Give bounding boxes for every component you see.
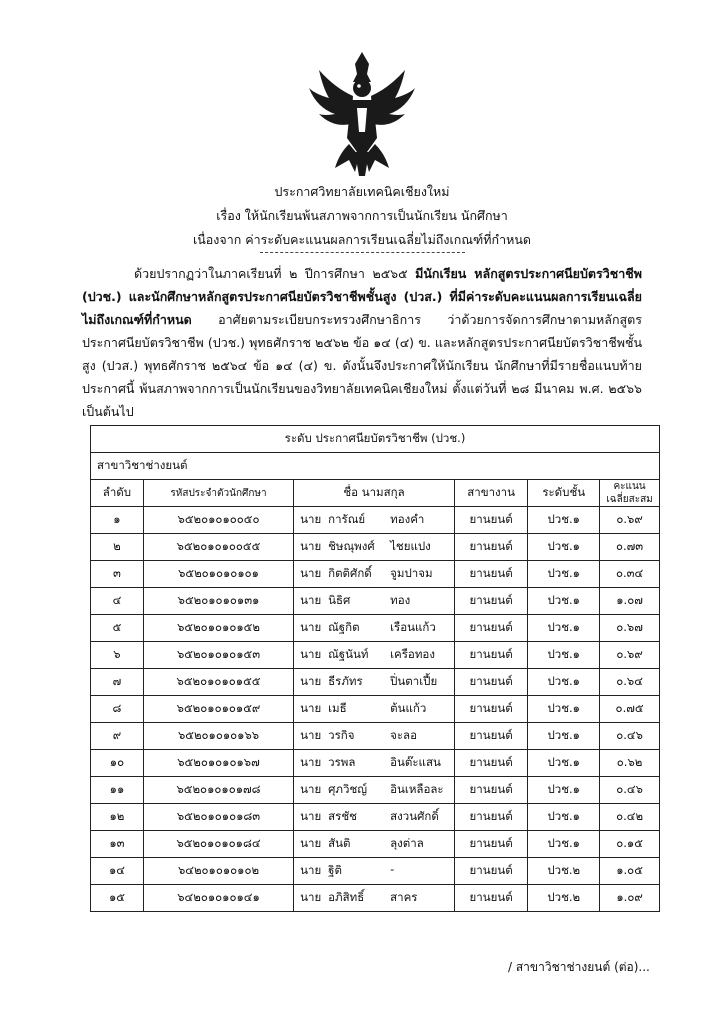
name-last: จะลอ — [390, 728, 417, 742]
name-first: เมธี — [328, 701, 347, 715]
continued-note: / สาขาวิชาช่างยนต์ (ต่อ)... — [508, 960, 650, 974]
body-bold: มีนักเรียน หลักสูตรประกาศนียบัตรวิชาชีพ (ปวช.) และนักศึกษาหลักสูตรประกาศนียบัตรวิชาชีพชั้นสูง (ปวส.) ที่มีค่าระดับคะแนนผลการเรียนเฉลี่ยไม่ถึงเกณฑ์ที่กำหนด — [82, 266, 642, 327]
name-last: สาคร — [390, 890, 418, 904]
divider — [260, 252, 465, 253]
name-last: สงวนศักดิ์ — [390, 809, 439, 823]
cell-student-id: ๖๕๒๐๑๐๑๐๑๗๘ — [143, 777, 293, 804]
cell-level: ปวช.๑ — [528, 642, 600, 669]
cell-gpa: ๐.๗๕ — [600, 696, 660, 723]
name-first: ชิษณุพงศ์ — [328, 539, 375, 553]
cell-no: ๑๓ — [91, 831, 144, 858]
name-title: นาย — [300, 593, 322, 607]
name-title: นาย — [300, 782, 322, 796]
cell-name — [294, 777, 455, 804]
table-row — [91, 588, 660, 615]
name-first: อภิสิทธิ์ — [328, 890, 365, 904]
name-title: นาย — [300, 863, 322, 877]
cell-no: ๑๒ — [91, 804, 144, 831]
name-first: ณัฐนันท์ — [328, 647, 369, 661]
cell-name — [294, 750, 455, 777]
announcement-body — [82, 262, 642, 423]
cell-gpa: ๐.๔๖ — [600, 777, 660, 804]
cell-dept: ยานยนต์ — [454, 642, 527, 669]
table-row — [91, 615, 660, 642]
header-dept: สาขางาน — [454, 480, 527, 507]
cell-student-id: ๖๕๒๐๑๐๑๐๑๖๗ — [143, 750, 293, 777]
cell-no: ๔ — [91, 588, 144, 615]
name-first: นิธิศ — [328, 593, 351, 607]
cell-level: ปวช.๒ — [528, 858, 600, 885]
cell-no: ๑๑ — [91, 777, 144, 804]
name-last: ปิ่นตาเปี้ย — [390, 674, 438, 688]
cell-name — [294, 804, 455, 831]
cell-no: ๑๐ — [91, 750, 144, 777]
name-title: นาย — [300, 836, 322, 850]
cell-level: ปวช.๑ — [528, 669, 600, 696]
cell-no: ๖ — [91, 642, 144, 669]
cell-gpa: ๐.๔๖ — [600, 723, 660, 750]
cell-dept: ยานยนต์ — [454, 669, 527, 696]
cell-name — [294, 534, 455, 561]
cell-name — [294, 669, 455, 696]
cell-no: ๑๕ — [91, 885, 144, 912]
cell-student-id: ๖๕๒๐๑๐๑๐๐๕๕ — [143, 534, 293, 561]
name-last: เครือทอง — [390, 647, 435, 661]
table-row — [91, 885, 660, 912]
name-title: นาย — [300, 512, 322, 526]
name-first: สรชัช — [328, 809, 357, 823]
cell-level: ปวช.๑ — [528, 588, 600, 615]
table-header-row — [91, 480, 660, 507]
table-row — [91, 723, 660, 750]
cell-no: ๙ — [91, 723, 144, 750]
cell-name — [294, 696, 455, 723]
cell-gpa: ๑.๐๗ — [600, 588, 660, 615]
name-first: วรกิจ — [328, 728, 355, 742]
cell-name — [294, 561, 455, 588]
cell-gpa: ๐.๖๔ — [600, 669, 660, 696]
cell-gpa: ๐.๓๔ — [600, 561, 660, 588]
cell-level: ปวช.๑ — [528, 534, 600, 561]
announcement-org: ประกาศวิทยาลัยเทคนิคเชียงใหม่ — [274, 184, 450, 199]
cell-student-id: ๖๕๒๐๑๐๑๐๑๖๖ — [143, 723, 293, 750]
cell-student-id: ๖๕๒๐๑๐๑๐๐๕๐ — [143, 507, 293, 534]
name-title: นาย — [300, 701, 322, 715]
name-title: นาย — [300, 539, 322, 553]
cell-no: ๒ — [91, 534, 144, 561]
name-title: นาย — [300, 809, 322, 823]
cell-student-id: ๖๕๒๐๑๐๑๐๑๐๑ — [143, 561, 293, 588]
cell-gpa: ๐.๖๒ — [600, 750, 660, 777]
name-title: นาย — [300, 674, 322, 688]
cell-dept: ยานยนต์ — [454, 723, 527, 750]
cell-level: ปวช.๑ — [528, 777, 600, 804]
body-rest: อาศัยตามระเบียบกระทรวงศึกษาธิการ ว่าด้วยการจัดการศึกษาตามหลักสูตรประกาศนียบัตรวิชาชีพ (ปวช.) พุทธศักราช ๒๕๖๒ ข้อ ๑๔ (๔) ข. และหลักสูตรประกาศนียบัตรวิชาชีพชั้นสูง (ปวส.) พุทธศักราช ๒๕๖๔ ข้อ ๑๔ (๔) ข. ดังนั้นจึงประกาศให้นักเรียน นักศึกษาที่มีรายชื่อแนบท้ายประกาศนี้ พ้นสภาพจากการเป็นนักเรียนของวิทยาลัยเทคนิคเชียงใหม่ ตั้งแต่วันที่ ๒๘ มีนาคม พ.ศ. ๒๕๖๖ เป็นต้นไป — [82, 312, 642, 419]
cell-student-id: ๖๕๒๐๑๐๑๐๑๕๓ — [143, 642, 293, 669]
cell-dept: ยานยนต์ — [454, 831, 527, 858]
cell-student-id: ๖๔๒๐๑๐๑๐๑๔๑ — [143, 885, 293, 912]
student-table — [90, 425, 660, 912]
cell-dept: ยานยนต์ — [454, 885, 527, 912]
cell-dept: ยานยนต์ — [454, 561, 527, 588]
name-first: ธีรภัทร — [328, 674, 363, 688]
cell-dept: ยานยนต์ — [454, 507, 527, 534]
table-row — [91, 696, 660, 723]
name-last: จูมปาจม — [390, 566, 433, 580]
cell-no: ๑ — [91, 507, 144, 534]
cell-student-id: ๖๕๒๐๑๐๑๐๑๕๒ — [143, 615, 293, 642]
table-body — [91, 507, 660, 912]
cell-name — [294, 831, 455, 858]
header-gpa: คะแนนเฉลี่ยสะสม — [600, 480, 660, 507]
table-row — [91, 750, 660, 777]
name-title: นาย — [300, 566, 322, 580]
name-first: ฐิติ — [328, 863, 342, 877]
cell-no: ๓ — [91, 561, 144, 588]
cell-gpa: ๐.๖๙ — [600, 507, 660, 534]
table-level-title: ระดับ ประกาศนียบัตรวิชาชีพ (ปวช.) — [91, 426, 660, 453]
name-last: เรือนแก้ว — [390, 620, 436, 634]
name-last: ทองคำ — [390, 512, 425, 526]
cell-dept: ยานยนต์ — [454, 615, 527, 642]
cell-dept: ยานยนต์ — [454, 588, 527, 615]
cell-student-id: ๖๕๒๐๑๐๑๐๑๘๓ — [143, 804, 293, 831]
cell-no: ๘ — [91, 696, 144, 723]
announcement-reason: เนื่องจาก ค่าระดับคะแนนผลการเรียนเฉลี่ยไม่ถึงเกณฑ์ที่กำหนด — [192, 232, 532, 247]
cell-level: ปวช.๑ — [528, 804, 600, 831]
cell-gpa: ๐.๖๙ — [600, 642, 660, 669]
header-id: รหัสประจำตัวนักศึกษา — [143, 480, 293, 507]
cell-level: ปวช.๑ — [528, 507, 600, 534]
table-row — [91, 858, 660, 885]
name-first: ศุภวิชญ์ — [328, 782, 368, 796]
cell-name — [294, 642, 455, 669]
cell-gpa: ๐.๖๗ — [600, 615, 660, 642]
cell-student-id: ๖๕๒๐๑๐๑๐๑๕๕ — [143, 669, 293, 696]
cell-name — [294, 507, 455, 534]
name-first: วรพล — [328, 755, 356, 769]
cell-name — [294, 615, 455, 642]
cell-student-id: ๖๕๒๐๑๐๑๐๑๘๔ — [143, 831, 293, 858]
cell-no: ๗ — [91, 669, 144, 696]
cell-level: ปวช.๑ — [528, 750, 600, 777]
name-first: สันติ — [328, 836, 351, 850]
cell-name — [294, 588, 455, 615]
cell-level: ปวช.๑ — [528, 615, 600, 642]
cell-student-id: ๖๔๒๐๑๐๑๐๑๐๒ — [143, 858, 293, 885]
name-last: อินเหลือละ — [390, 782, 444, 796]
cell-level: ปวช.๑ — [528, 561, 600, 588]
name-title: นาย — [300, 890, 322, 904]
cell-dept: ยานยนต์ — [454, 696, 527, 723]
table-row — [91, 777, 660, 804]
body-intro: ด้วยปรากฏว่าในภาคเรียนที่ ๒ ปีการศึกษา ๒๕๖๕ — [134, 266, 416, 281]
name-title: นาย — [300, 620, 322, 634]
cell-gpa: ๑.๐๕ — [600, 858, 660, 885]
table-row — [91, 831, 660, 858]
cell-student-id: ๖๕๒๐๑๐๑๐๑๕๙ — [143, 696, 293, 723]
announcement-subject: เรื่อง ให้นักเรียนพ้นสภาพจากการเป็นนักเรียน นักศึกษา — [216, 208, 508, 223]
name-last: ต้นแก้ว — [390, 701, 427, 715]
cell-level: ปวช.๑ — [528, 723, 600, 750]
cell-student-id: ๖๕๒๐๑๐๑๐๑๓๑ — [143, 588, 293, 615]
cell-gpa: ๑.๐๙ — [600, 885, 660, 912]
cell-dept: ยานยนต์ — [454, 804, 527, 831]
table-branch-title: สาขาวิชาช่างยนต์ — [91, 453, 660, 480]
name-last: ไชยแปง — [390, 539, 431, 553]
cell-gpa: ๐.๑๕ — [600, 831, 660, 858]
header-level: ระดับชั้น — [528, 480, 600, 507]
cell-no: ๑๔ — [91, 858, 144, 885]
cell-level: ปวช.๑ — [528, 696, 600, 723]
name-title: นาย — [300, 728, 322, 742]
cell-dept: ยานยนต์ — [454, 534, 527, 561]
table-row — [91, 804, 660, 831]
table-row — [91, 507, 660, 534]
name-last: อินต๊ะแสน — [390, 755, 441, 769]
header-name: ชื่อ นามสกุล — [294, 480, 455, 507]
cell-name — [294, 885, 455, 912]
header-no: ลำดับ — [91, 480, 144, 507]
table-row — [91, 669, 660, 696]
cell-name — [294, 858, 455, 885]
name-title: นาย — [300, 647, 322, 661]
table-row — [91, 534, 660, 561]
cell-dept: ยานยนต์ — [454, 750, 527, 777]
name-last: - — [390, 862, 395, 876]
name-last: ลุงต่าล — [390, 836, 424, 850]
cell-gpa: ๐.๔๒ — [600, 804, 660, 831]
garuda-emblem-icon — [305, 48, 419, 178]
cell-level: ปวช.๒ — [528, 885, 600, 912]
table-row — [91, 561, 660, 588]
name-title: นาย — [300, 755, 322, 769]
name-first: กิตติศักดิ์ — [328, 566, 372, 580]
name-first: การัณย์ — [328, 512, 366, 526]
table-row — [91, 642, 660, 669]
cell-level: ปวช.๑ — [528, 831, 600, 858]
name-last: ทอง — [390, 593, 411, 607]
cell-name — [294, 723, 455, 750]
cell-dept: ยานยนต์ — [454, 858, 527, 885]
cell-dept: ยานยนต์ — [454, 777, 527, 804]
cell-gpa: ๐.๗๓ — [600, 534, 660, 561]
cell-no: ๕ — [91, 615, 144, 642]
name-first: ณัฐกิต — [328, 620, 360, 634]
